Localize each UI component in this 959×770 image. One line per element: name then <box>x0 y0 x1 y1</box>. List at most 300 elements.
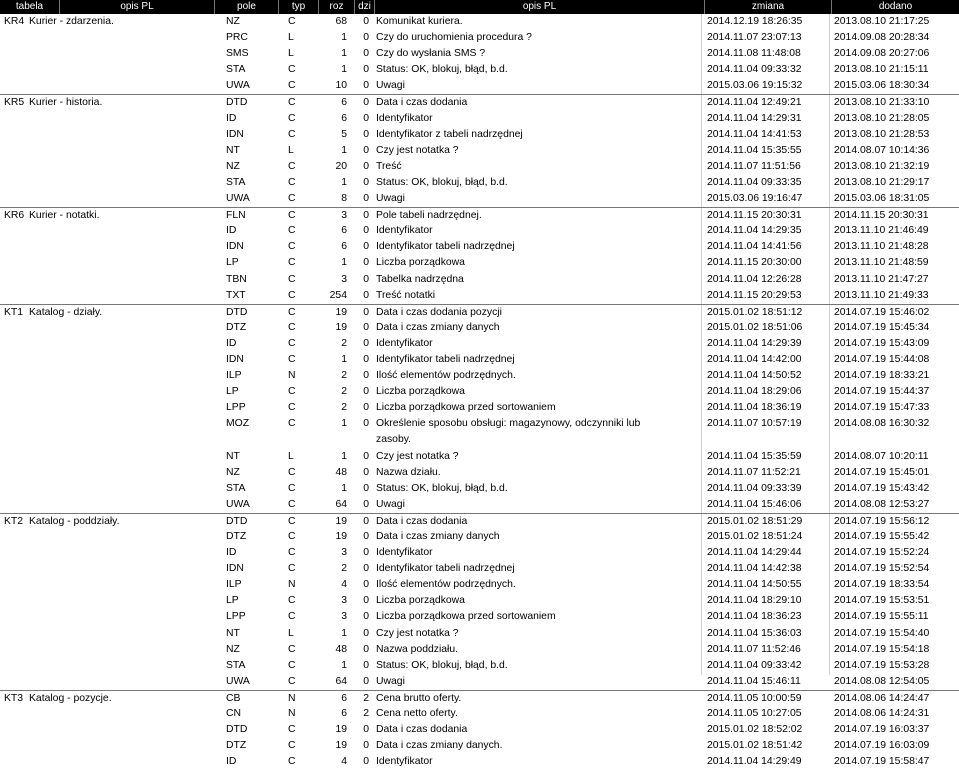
table-row <box>0 577 959 593</box>
field-size-cell: 254 <box>329 289 347 301</box>
table-row <box>0 288 959 304</box>
table-row <box>0 561 959 577</box>
field-decimals-cell: 0 <box>363 627 369 639</box>
table-row <box>0 674 959 690</box>
added-cell: 2013.11.10 21:46:49 <box>834 225 929 237</box>
tabela-cell: KT3 <box>4 692 24 704</box>
field-type-cell: C <box>288 547 296 559</box>
tabela-cell: KT2 <box>4 515 24 527</box>
added-cell: 2014.07.19 15:45:01 <box>834 466 930 478</box>
field-size-cell: 48 <box>335 643 347 655</box>
field-type-cell: C <box>288 531 296 542</box>
added-cell: 2013.11.10 21:47:27 <box>834 273 929 285</box>
added-cell: 2014.08.07 10:14:36 <box>834 144 930 156</box>
field-size-cell: 4 <box>341 579 347 591</box>
field-description-cell: Cena netto oferty. <box>376 708 458 720</box>
table-row <box>0 545 959 561</box>
added-cell: 2013.11.10 21:49:33 <box>834 289 929 301</box>
added-cell: 2014.07.19 15:43:09 <box>834 337 930 349</box>
field-size-cell: 19 <box>335 531 347 542</box>
field-type-cell: C <box>288 402 296 414</box>
table-row <box>0 320 959 336</box>
field-name-cell: STA <box>226 64 246 76</box>
table-row <box>0 30 959 46</box>
added-cell: 2014.07.19 16:03:09 <box>834 740 930 752</box>
table-row <box>0 191 959 207</box>
header-dodano: dodano <box>878 1 913 12</box>
modified-cell: 2014.11.05 10:27:05 <box>707 708 802 720</box>
field-name-cell: ILP <box>226 370 242 382</box>
field-size-cell: 1 <box>341 353 347 365</box>
header-pole: pole <box>215 0 279 14</box>
modified-cell: 2014.11.04 09:33:35 <box>707 176 802 188</box>
field-description-cell: Status: OK, blokuj, błąd, b.d. <box>376 659 508 671</box>
table-description-cell: Katalog - pozycje. <box>29 692 112 704</box>
modified-cell: 2015.01.02 18:51:12 <box>707 306 803 318</box>
field-description-cell: Czy jest notatka ? <box>376 627 459 639</box>
field-name-cell: ID <box>226 756 237 768</box>
field-description-cell: Treść notatki <box>376 289 436 301</box>
table-row <box>0 94 959 110</box>
field-decimals-cell: 0 <box>363 337 369 349</box>
field-decimals-cell: 0 <box>363 402 369 414</box>
field-description-cell: Nazwa działu. <box>376 466 441 478</box>
field-name-cell: NZ <box>226 466 240 478</box>
table-row <box>0 239 959 255</box>
field-description-cell: Liczba porządkowa <box>376 386 465 398</box>
field-name-cell: UWA <box>226 498 250 510</box>
field-name-cell: STA <box>226 659 246 671</box>
field-size-cell: 6 <box>341 97 347 109</box>
field-name-cell: DTZ <box>226 321 247 333</box>
field-type-cell: C <box>288 80 296 92</box>
field-size-cell: 19 <box>335 724 347 736</box>
field-size-cell: 6 <box>341 692 347 704</box>
field-name-cell: NZ <box>226 16 240 27</box>
field-decimals-cell: 0 <box>363 321 369 333</box>
table-row <box>0 384 959 400</box>
field-size-cell: 1 <box>341 32 347 44</box>
field-description-cell: Identyfikator <box>376 225 433 237</box>
field-size-cell: 2 <box>341 563 347 575</box>
table-row <box>0 62 959 78</box>
field-decimals-cell: 0 <box>363 370 369 382</box>
field-size-cell: 1 <box>341 450 347 462</box>
modified-cell: 2014.11.04 18:36:19 <box>707 402 802 414</box>
field-decimals-cell: 2 <box>363 708 369 720</box>
field-rows <box>0 14 959 770</box>
table-row <box>0 497 959 513</box>
field-decimals-cell: 0 <box>363 144 369 156</box>
tabela-cell: KR5 <box>4 97 25 109</box>
field-decimals-cell: 0 <box>363 482 369 494</box>
field-description-cell: Data i czas zmiany danych <box>376 531 500 542</box>
modified-cell: 2014.11.04 15:36:03 <box>707 627 802 639</box>
modified-cell: 2015.03.06 19:15:32 <box>707 80 803 92</box>
added-cell: 2014.07.19 15:44:37 <box>834 386 930 398</box>
field-name-cell: DTD <box>226 97 248 109</box>
table-row <box>0 207 959 223</box>
field-decimals-cell: 0 <box>363 659 369 671</box>
modified-cell: 2014.11.04 14:29:35 <box>707 225 802 237</box>
added-cell: 2014.07.19 15:45:34 <box>834 321 930 333</box>
table-row <box>0 626 959 642</box>
modified-cell: 2014.11.15 20:30:31 <box>707 210 802 222</box>
field-name-cell: ID <box>226 112 237 124</box>
field-name-cell: LPP <box>226 402 246 414</box>
field-size-cell: 19 <box>335 515 347 527</box>
added-cell: 2014.07.19 15:53:51 <box>834 595 930 607</box>
field-name-cell: MOZ <box>226 418 250 430</box>
field-size-cell: 10 <box>335 80 347 92</box>
field-description-cell: Data i czas dodania pozycji <box>376 306 502 318</box>
table-description-cell: Katalog - działy. <box>29 306 103 318</box>
column-header-bar <box>0 0 959 14</box>
modified-cell: 2015.01.02 18:51:06 <box>707 321 803 333</box>
field-name-cell: NT <box>226 627 240 639</box>
added-cell: 2014.11.15 20:30:31 <box>834 210 929 222</box>
added-cell: 2013.08.10 21:28:05 <box>834 112 930 124</box>
field-decimals-cell: 0 <box>363 563 369 575</box>
modified-cell: 2014.11.04 14:41:53 <box>707 128 802 140</box>
field-size-cell: 6 <box>341 708 347 720</box>
field-description-cell: Identyfikator <box>376 756 433 768</box>
field-type-cell: C <box>288 675 296 687</box>
field-decimals-cell: 0 <box>363 160 369 172</box>
field-name-cell: NT <box>226 144 240 156</box>
field-description-cell: Uwagi <box>376 193 405 205</box>
field-description-cell: Liczba porządkowa przed sortowaniem <box>376 402 556 414</box>
modified-cell: 2014.11.07 11:52:21 <box>707 466 801 478</box>
modified-cell: 2014.11.04 18:29:10 <box>707 595 802 607</box>
modified-cell: 2014.11.04 14:50:52 <box>707 370 802 382</box>
field-type-cell: C <box>288 595 296 607</box>
field-description-cell: Data i czas dodania <box>376 724 468 736</box>
table-row <box>0 738 959 754</box>
tabela-cell: KT1 <box>4 306 24 318</box>
field-description-cell: Uwagi <box>376 675 405 687</box>
field-size-cell: 1 <box>341 257 347 269</box>
field-description-cell: Liczba porządkowa przed sortowaniem <box>376 611 556 623</box>
header-typ: typ <box>279 0 319 14</box>
modified-cell: 2015.01.02 18:51:29 <box>707 515 803 527</box>
modified-cell: 2014.11.04 15:46:06 <box>707 498 802 510</box>
table-row <box>0 304 959 320</box>
table-row <box>0 159 959 175</box>
added-cell: 2014.08.08 16:30:32 <box>834 418 930 430</box>
field-type-cell: C <box>288 756 296 768</box>
field-description-cell: Identyfikator tabeli nadrzędnej <box>376 353 515 365</box>
field-name-cell: ILP <box>226 579 242 591</box>
modified-cell: 2015.03.06 19:16:47 <box>707 193 803 205</box>
field-name-cell: LP <box>226 386 239 398</box>
field-size-cell: 2 <box>341 370 347 382</box>
field-description-cell: Określenie sposobu obsługi: magazynowy, odczynniki lub zasoby. <box>376 418 641 446</box>
added-cell: 2014.07.19 15:46:02 <box>834 306 930 318</box>
added-cell: 2013.08.10 21:32:19 <box>834 160 930 172</box>
modified-cell: 2014.11.08 11:48:08 <box>707 48 801 60</box>
field-name-cell: PRC <box>226 32 248 44</box>
field-type-cell: C <box>288 659 296 671</box>
field-size-cell: 19 <box>335 306 347 318</box>
modified-cell: 2014.11.04 09:33:42 <box>707 659 802 671</box>
added-cell: 2014.07.19 15:58:47 <box>834 756 930 768</box>
field-decimals-cell: 0 <box>363 740 369 752</box>
field-type-cell: C <box>288 321 296 333</box>
table-row <box>0 78 959 94</box>
modified-cell: 2014.11.07 23:07:13 <box>707 32 802 44</box>
modified-cell: 2014.11.04 14:29:31 <box>707 112 802 124</box>
field-description-cell: Liczba porządkowa <box>376 257 465 269</box>
table-row <box>0 127 959 143</box>
field-decimals-cell: 0 <box>363 193 369 205</box>
modified-cell: 2015.01.02 18:52:02 <box>707 724 803 736</box>
field-description-cell: Identyfikator tabeli nadrzędnej <box>376 563 515 575</box>
modified-cell: 2014.11.15 20:29:53 <box>707 289 802 301</box>
field-type-cell: C <box>288 112 296 124</box>
field-description-cell: Cena brutto oferty. <box>376 692 462 704</box>
field-size-cell: 1 <box>341 144 347 156</box>
field-size-cell: 8 <box>341 193 347 205</box>
field-size-cell: 1 <box>341 418 347 430</box>
field-description-cell: Pole tabeli nadrzędnej. <box>376 210 482 222</box>
tabela-cell: KR4 <box>4 16 25 27</box>
field-decimals-cell: 0 <box>363 450 369 462</box>
table-row <box>0 255 959 271</box>
field-size-cell: 64 <box>335 675 347 687</box>
field-decimals-cell: 0 <box>363 724 369 736</box>
field-size-cell: 64 <box>335 498 347 510</box>
field-name-cell: DTD <box>226 515 248 527</box>
field-name-cell: ID <box>226 337 237 349</box>
modified-cell: 2014.12.19 18:26:35 <box>707 16 803 27</box>
field-name-cell: LP <box>226 595 239 607</box>
field-description-cell: Data i czas dodania <box>376 97 468 109</box>
table-row <box>0 690 959 706</box>
field-type-cell: L <box>288 144 294 156</box>
field-type-cell: C <box>288 482 296 494</box>
added-cell: 2014.08.08 12:53:27 <box>834 498 930 510</box>
field-decimals-cell: 0 <box>363 16 369 27</box>
field-name-cell: DTD <box>226 306 248 318</box>
table-description-cell: Katalog - poddziały. <box>29 515 120 527</box>
field-type-cell: N <box>288 370 296 382</box>
header-opis-pl: opis PL <box>60 0 215 14</box>
field-size-cell: 3 <box>341 547 347 559</box>
field-name-cell: LP <box>226 257 239 269</box>
field-type-cell: C <box>288 273 296 285</box>
field-type-cell: C <box>288 353 296 365</box>
field-name-cell: UWA <box>226 80 250 92</box>
table-row <box>0 754 959 770</box>
field-decimals-cell: 0 <box>363 547 369 559</box>
added-cell: 2014.07.19 15:54:18 <box>834 643 930 655</box>
field-type-cell: C <box>288 418 296 430</box>
tabela-cell: KR6 <box>4 210 25 222</box>
table-description-cell: Kurier - zdarzenia. <box>29 16 114 27</box>
field-decimals-cell: 0 <box>363 225 369 237</box>
field-name-cell: NT <box>226 450 240 462</box>
added-cell: 2013.08.10 21:33:10 <box>834 97 930 109</box>
field-name-cell: ID <box>226 547 237 559</box>
field-name-cell: IDN <box>226 241 244 253</box>
table-row <box>0 336 959 352</box>
modified-cell: 2014.11.04 18:29:06 <box>707 386 802 398</box>
field-name-cell: DTZ <box>226 740 247 752</box>
field-type-cell: C <box>288 210 296 222</box>
field-decimals-cell: 0 <box>363 48 369 60</box>
field-type-cell: N <box>288 692 296 704</box>
field-decimals-cell: 0 <box>363 353 369 365</box>
added-cell: 2013.11.10 21:48:28 <box>834 241 929 253</box>
modified-cell: 2014.11.04 14:42:00 <box>707 353 802 365</box>
field-description-cell: Ilość elementów podrzędnych. <box>376 579 516 591</box>
modified-cell: 2014.11.04 18:36:23 <box>707 611 802 623</box>
field-decimals-cell: 0 <box>363 210 369 222</box>
modified-cell: 2014.11.04 14:41:56 <box>707 241 802 253</box>
added-cell: 2014.07.19 15:44:08 <box>834 353 930 365</box>
field-decimals-cell: 0 <box>363 257 369 269</box>
field-decimals-cell: 0 <box>363 176 369 188</box>
table-row <box>0 272 959 288</box>
field-type-cell: C <box>288 160 296 172</box>
table-row <box>0 14 959 30</box>
added-cell: 2014.08.06 14:24:47 <box>834 692 930 704</box>
field-decimals-cell: 0 <box>363 273 369 285</box>
field-type-cell: C <box>288 306 296 318</box>
field-size-cell: 48 <box>335 466 347 478</box>
header-dzi: dzi <box>355 0 375 14</box>
table-row <box>0 368 959 384</box>
table-row <box>0 352 959 368</box>
modified-cell: 2014.11.04 12:49:21 <box>707 97 802 109</box>
modified-cell: 2014.11.04 15:46:11 <box>707 675 801 687</box>
field-type-cell: C <box>288 289 296 301</box>
field-decimals-cell: 2 <box>363 692 369 704</box>
field-size-cell: 3 <box>341 611 347 623</box>
field-type-cell: C <box>288 257 296 269</box>
table-row <box>0 223 959 239</box>
field-decimals-cell: 0 <box>363 643 369 655</box>
field-decimals-cell: 0 <box>363 306 369 318</box>
field-description-cell: Data i czas zmiany danych. <box>376 740 503 752</box>
field-name-cell: ID <box>226 225 237 237</box>
field-description-cell: Data i czas zmiany danych <box>376 321 500 333</box>
table-row <box>0 593 959 609</box>
field-description-cell: Status: OK, blokuj, błąd, b.d. <box>376 482 508 494</box>
field-decimals-cell: 0 <box>363 97 369 109</box>
modified-cell: 2014.11.04 14:29:44 <box>707 547 802 559</box>
field-size-cell: 1 <box>341 659 347 671</box>
field-size-cell: 1 <box>341 627 347 639</box>
added-cell: 2014.07.19 15:55:42 <box>834 531 930 542</box>
field-size-cell: 6 <box>341 112 347 124</box>
table-row <box>0 658 959 674</box>
field-size-cell: 6 <box>341 225 347 237</box>
field-name-cell: NZ <box>226 160 240 172</box>
added-cell: 2014.07.19 16:03:37 <box>834 724 930 736</box>
field-name-cell: DTZ <box>226 531 247 542</box>
added-cell: 2014.07.19 18:33:21 <box>834 370 930 382</box>
field-type-cell: C <box>288 563 296 575</box>
field-description-cell: Identyfikator <box>376 547 433 559</box>
table-row <box>0 400 959 416</box>
field-size-cell: 19 <box>335 321 347 333</box>
added-cell: 2014.07.19 18:33:54 <box>834 579 930 591</box>
field-name-cell: SMS <box>226 48 249 60</box>
field-type-cell: C <box>288 515 296 527</box>
added-cell: 2015.03.06 18:31:05 <box>834 193 930 205</box>
field-description-cell: Ilość elementów podrzędnych. <box>376 370 516 382</box>
field-type-cell: N <box>288 579 296 591</box>
field-size-cell: 1 <box>341 482 347 494</box>
field-name-cell: TXT <box>226 289 246 301</box>
field-type-cell: L <box>288 450 294 462</box>
field-type-cell: C <box>288 386 296 398</box>
field-size-cell: 2 <box>341 337 347 349</box>
field-size-cell: 1 <box>341 64 347 76</box>
field-type-cell: C <box>288 241 296 253</box>
field-decimals-cell: 0 <box>363 80 369 92</box>
table-row <box>0 175 959 191</box>
added-cell: 2014.09.08 20:28:34 <box>834 32 930 44</box>
field-type-cell: C <box>288 498 296 510</box>
field-type-cell: N <box>288 708 296 720</box>
added-cell: 2013.11.10 21:48:59 <box>834 257 929 269</box>
field-name-cell: IDN <box>226 128 244 140</box>
field-decimals-cell: 0 <box>363 498 369 510</box>
field-decimals-cell: 0 <box>363 418 369 430</box>
table-row <box>0 529 959 545</box>
table-row <box>0 513 959 529</box>
field-type-cell: L <box>288 32 294 44</box>
modified-cell: 2014.11.04 15:35:59 <box>707 450 802 462</box>
modified-cell: 2014.11.04 14:29:39 <box>707 337 802 349</box>
modified-cell: 2015.01.02 18:51:42 <box>707 740 803 752</box>
table-row <box>0 706 959 722</box>
field-type-cell: C <box>288 16 296 27</box>
field-description-cell: Czy do wysłania SMS ? <box>376 48 486 60</box>
header-zmiana: zmiana <box>705 0 832 14</box>
field-name-cell: TBN <box>226 273 247 285</box>
field-description-cell: Status: OK, blokuj, błąd, b.d. <box>376 176 508 188</box>
header-opis-pl-field: opis PL <box>375 0 705 14</box>
field-decimals-cell: 0 <box>363 289 369 301</box>
field-size-cell: 3 <box>341 210 347 222</box>
field-description-cell: Identyfikator <box>376 112 433 124</box>
field-decimals-cell: 0 <box>363 611 369 623</box>
field-decimals-cell: 0 <box>363 128 369 140</box>
added-cell: 2013.08.10 21:15:11 <box>834 64 929 76</box>
field-name-cell: LPP <box>226 611 246 623</box>
added-cell: 2014.08.06 14:24:31 <box>834 708 930 720</box>
field-name-cell: FLN <box>226 210 246 222</box>
field-description-cell: Czy jest notatka ? <box>376 144 459 156</box>
added-cell: 2014.07.19 15:52:54 <box>834 563 930 575</box>
added-cell: 2013.08.10 21:28:53 <box>834 128 930 140</box>
field-description-cell: Status: OK, blokuj, błąd, b.d. <box>376 64 508 76</box>
table-row <box>0 609 959 625</box>
field-decimals-cell: 0 <box>363 675 369 687</box>
added-cell: 2014.07.19 15:56:12 <box>834 515 930 527</box>
field-type-cell: L <box>288 48 294 60</box>
header-tabela: tabela <box>0 0 60 14</box>
modified-cell: 2014.11.04 14:42:38 <box>707 563 802 575</box>
modified-cell: 2014.11.04 09:33:32 <box>707 64 802 76</box>
table-row <box>0 722 959 738</box>
field-decimals-cell: 0 <box>363 579 369 591</box>
table-row <box>0 111 959 127</box>
